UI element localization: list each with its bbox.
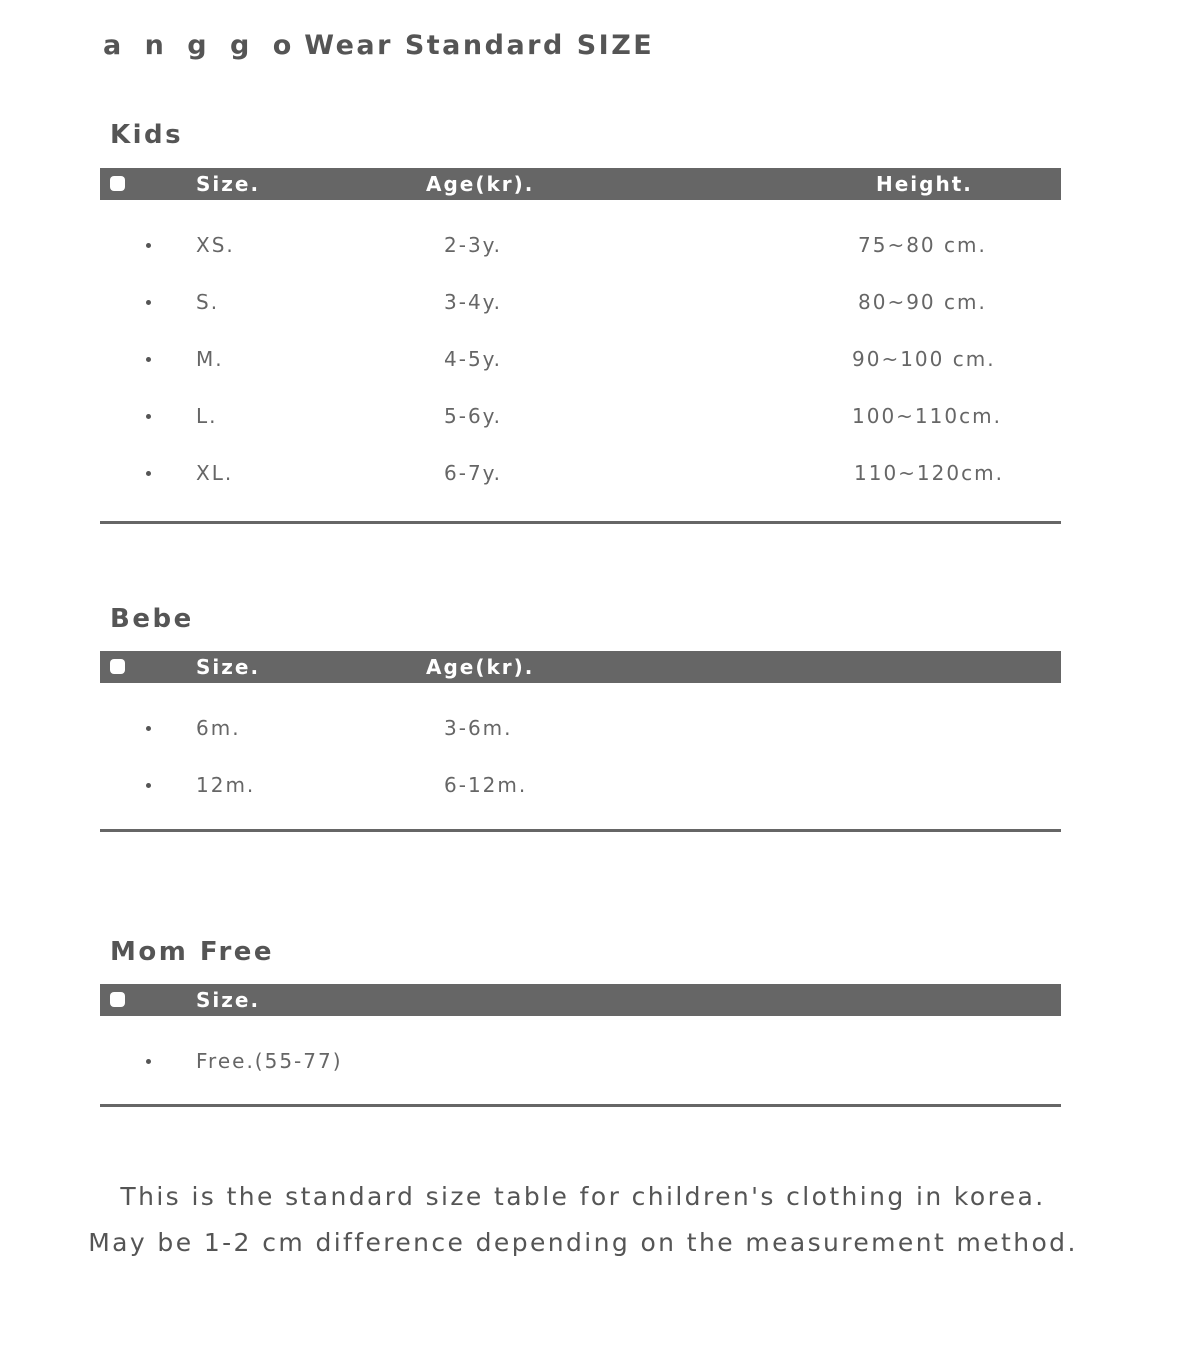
checkbox-icon bbox=[110, 659, 125, 674]
checkbox-icon bbox=[110, 992, 125, 1007]
bebe-header-size: Size. bbox=[196, 655, 261, 679]
bullet-icon bbox=[146, 243, 151, 248]
size-cell: L. bbox=[196, 404, 218, 428]
bullet-icon bbox=[146, 726, 151, 731]
age-cell: 2-3y. bbox=[444, 233, 503, 257]
bebe-header-age: Age(kr). bbox=[426, 655, 535, 679]
bebe-heading: Bebe bbox=[110, 604, 194, 634]
table-row bbox=[100, 287, 1061, 317]
kids-header-height: Height. bbox=[876, 172, 973, 196]
age-cell: 5-6y. bbox=[444, 404, 503, 428]
bebe-table-header bbox=[100, 651, 1061, 683]
table-row bbox=[100, 230, 1061, 260]
title-text: Wear Standard SIZE bbox=[304, 30, 655, 61]
height-cell: 80~90 cm. bbox=[858, 290, 987, 314]
section-divider bbox=[100, 1104, 1061, 1107]
size-cell: 6m. bbox=[196, 716, 241, 740]
age-cell: 3-6m. bbox=[444, 716, 513, 740]
footnote-line-1: This is the standard size table for children's clothing in korea. bbox=[120, 1182, 1046, 1211]
page-title bbox=[103, 30, 654, 61]
size-cell: M. bbox=[196, 347, 224, 371]
table-row bbox=[100, 401, 1061, 431]
kids-table-header bbox=[100, 168, 1061, 200]
age-cell: 6-12m. bbox=[444, 773, 528, 797]
kids-header-size: Size. bbox=[196, 172, 261, 196]
bullet-icon bbox=[146, 783, 151, 788]
height-cell: 110~120cm. bbox=[854, 461, 1004, 485]
bullet-icon bbox=[146, 1059, 151, 1064]
age-cell: 6-7y. bbox=[444, 461, 503, 485]
section-divider bbox=[100, 829, 1061, 832]
size-cell: XL. bbox=[196, 461, 234, 485]
age-cell: 4-5y. bbox=[444, 347, 503, 371]
table-row bbox=[100, 344, 1061, 374]
table-row bbox=[100, 770, 1061, 800]
table-row bbox=[100, 713, 1061, 743]
kids-header-age: Age(kr). bbox=[426, 172, 535, 196]
height-cell: 100~110cm. bbox=[852, 404, 1002, 428]
kids-heading: Kids bbox=[110, 120, 184, 150]
mom-header-size: Size. bbox=[196, 988, 261, 1012]
section-divider bbox=[100, 521, 1061, 524]
bullet-icon bbox=[146, 414, 151, 419]
table-row bbox=[100, 1046, 1061, 1076]
size-cell: 12m. bbox=[196, 773, 256, 797]
bullet-icon bbox=[146, 471, 151, 476]
height-cell: 75~80 cm. bbox=[858, 233, 987, 257]
bullet-icon bbox=[146, 300, 151, 305]
table-row bbox=[100, 458, 1061, 488]
mom-table-header bbox=[100, 984, 1061, 1016]
size-cell: Free.(55-77) bbox=[196, 1049, 343, 1073]
bullet-icon bbox=[146, 357, 151, 362]
height-cell: 90~100 cm. bbox=[852, 347, 996, 371]
size-cell: XS. bbox=[196, 233, 235, 257]
mom-heading: Mom Free bbox=[110, 937, 275, 967]
size-cell: S. bbox=[196, 290, 220, 314]
age-cell: 3-4y. bbox=[444, 290, 503, 314]
checkbox-icon bbox=[110, 176, 125, 191]
brand-name: a n g g o bbox=[103, 30, 299, 61]
footnote-line-2: May be 1-2 cm difference depending on the measurement method. bbox=[88, 1228, 1078, 1257]
